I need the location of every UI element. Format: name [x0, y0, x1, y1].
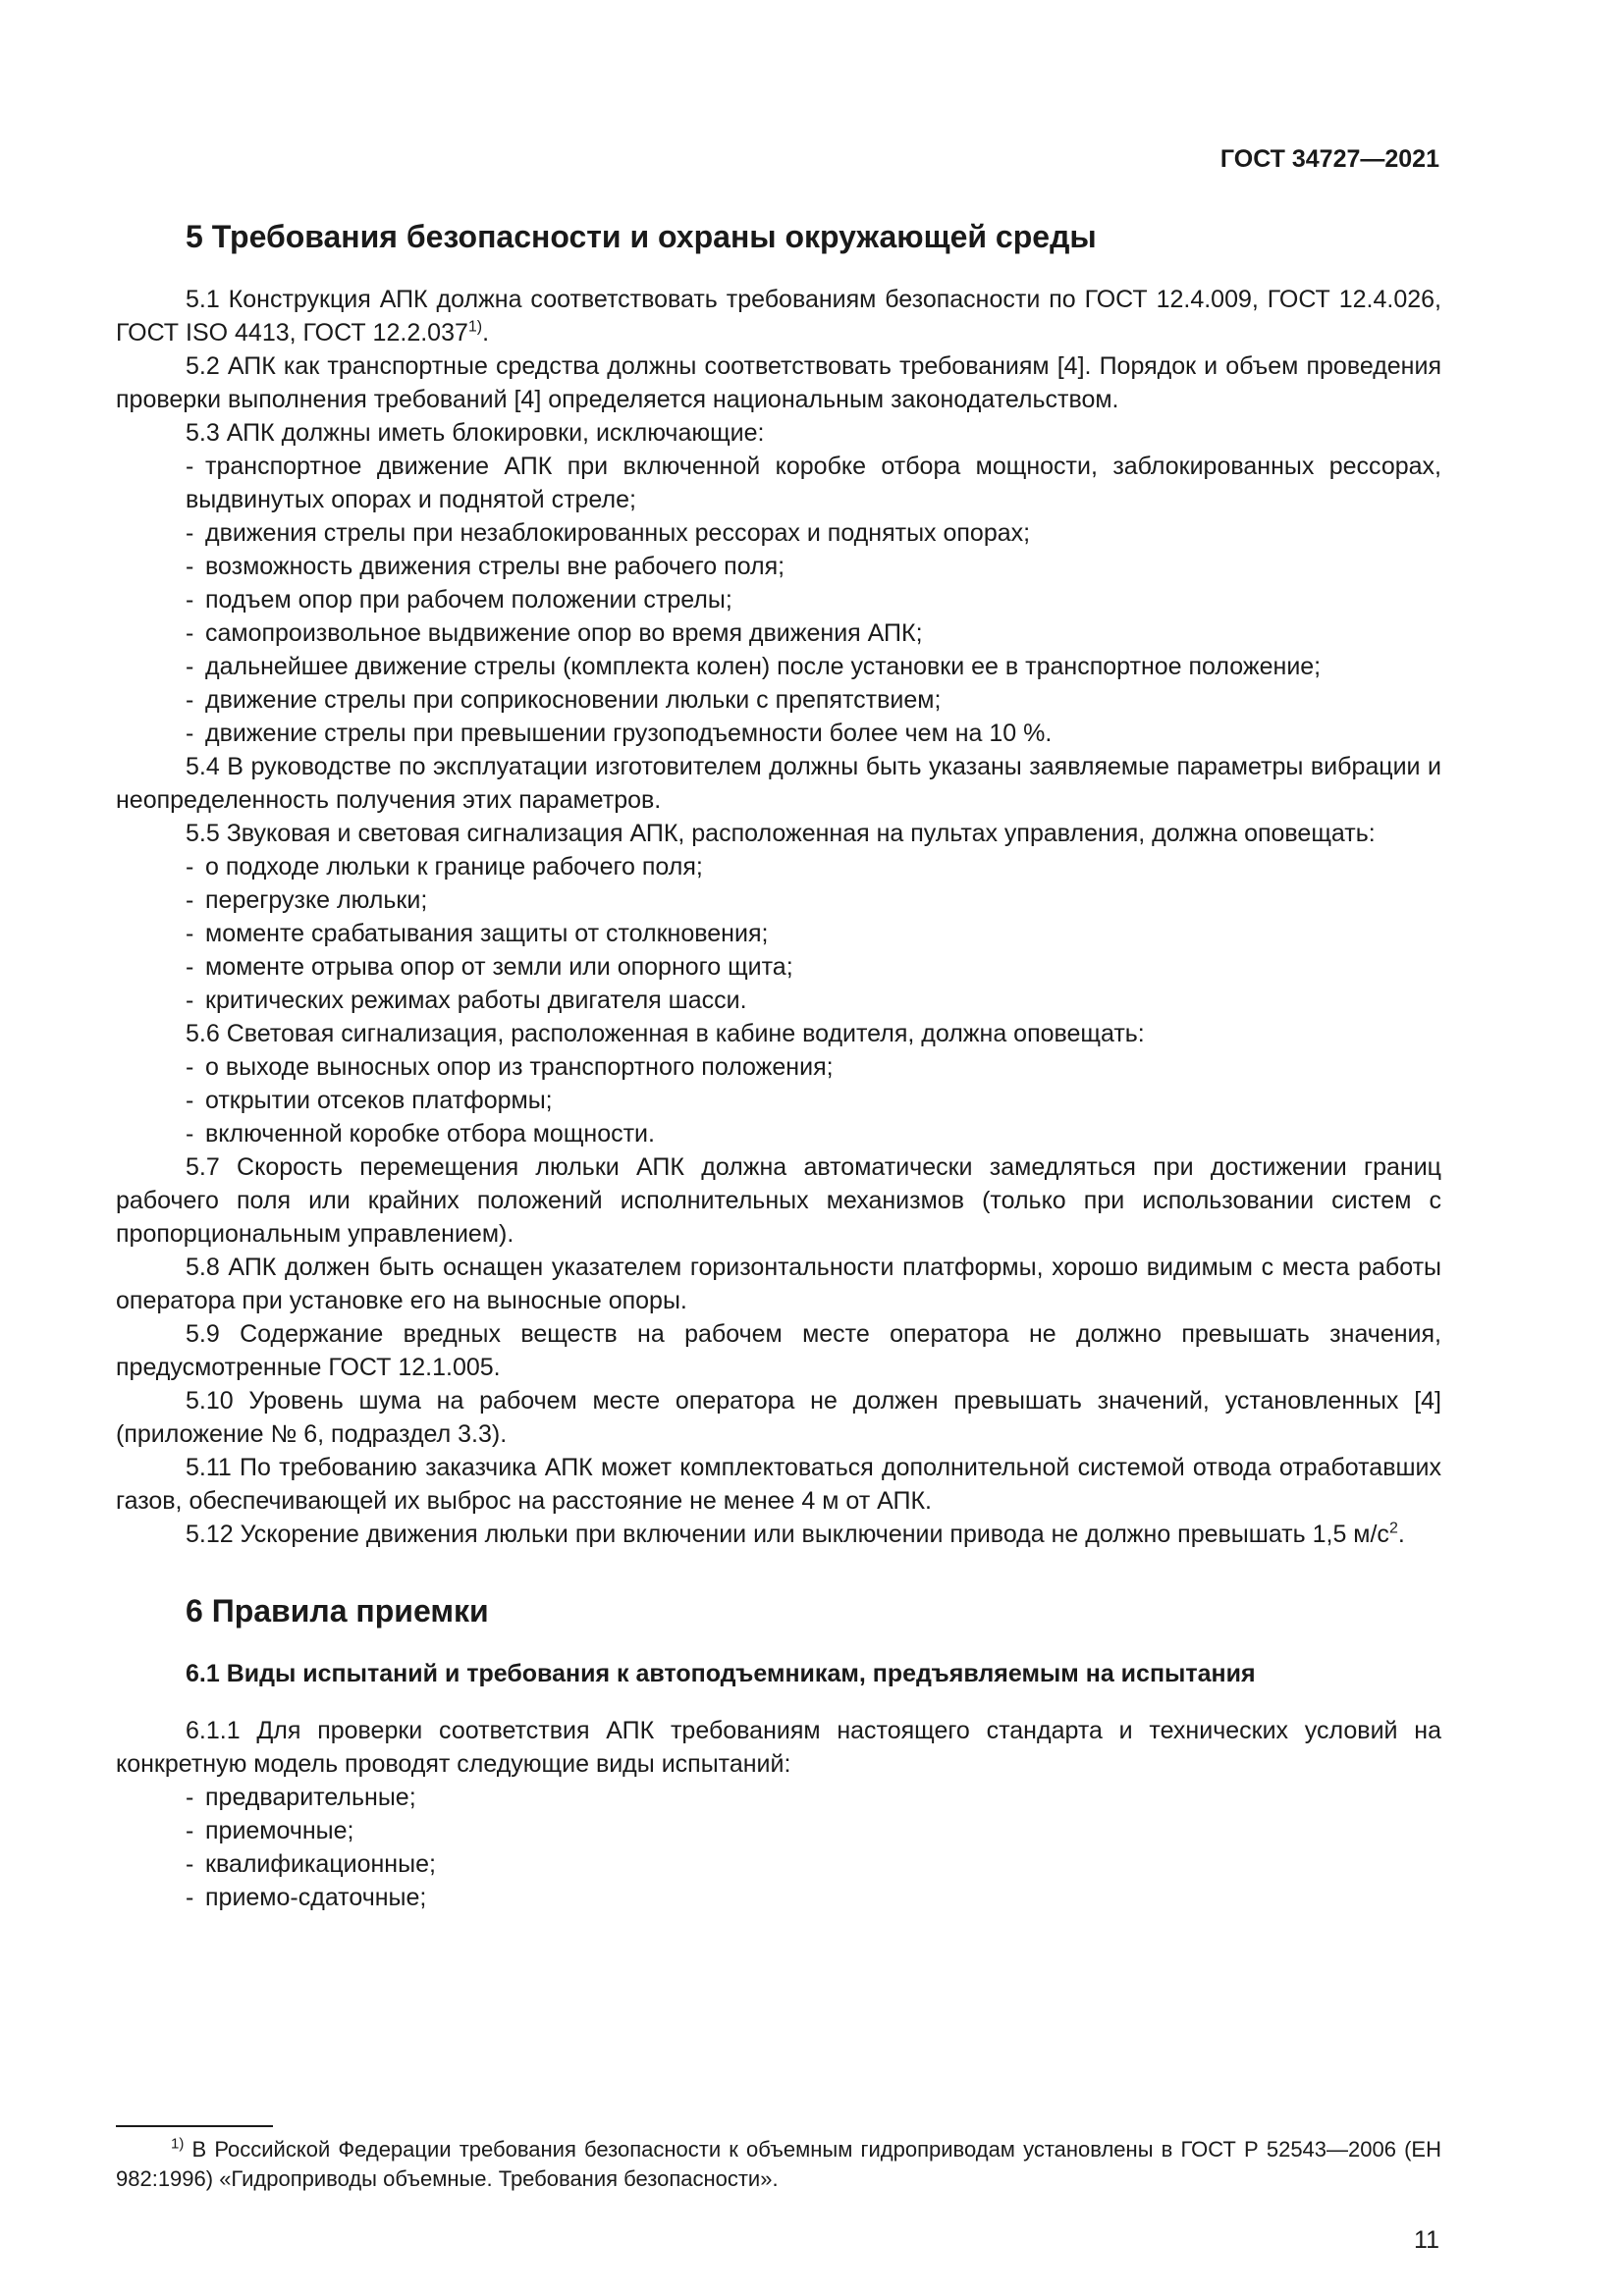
- list-item: - приемочные;: [186, 1817, 354, 1844]
- paragraph-5-6: 5.6 Световая сигнализация, расположенная в кабине водителя, должна оповещать:: [186, 1020, 1145, 1047]
- list-item: - движение стрелы при превышении грузоподъемности более чем на 10 %.: [186, 720, 1053, 747]
- paragraph-5-3: 5.3 АПК должны иметь блокировки, исключающие:: [186, 419, 765, 447]
- list-item: - подъем опор при рабочем положении стрелы;: [186, 586, 732, 614]
- paragraph-5-8: 5.8 АПК должен быть оснащен указателем горизонтальности платформы, хорошо видимым с места работы оператора при установке его на выносные опоры.: [116, 1254, 1441, 1314]
- list-item: - движения стрелы при незаблокированных рессорах и поднятых опорах;: [186, 519, 1031, 547]
- paragraph-5-11: 5.11 По требованию заказчика АПК может комплектоваться дополнительной системой отвода отработавших газов, обеспечивающей их выброс на расстояние не менее 4 м от АПК.: [116, 1454, 1441, 1515]
- paragraph-5-9: 5.9 Содержание вредных веществ на рабочем месте оператора не должно превышать значения, предусмотренные ГОСТ 12.1.005.: [116, 1320, 1441, 1381]
- paragraph-5-1: 5.1 Конструкция АПК должна соответствовать требованиям безопасности по ГОСТ 12.4.009, ГОСТ 12.4.026, ГОСТ ISO 4413, ГОСТ 12.2.037$^{1)}$.: [116, 286, 1441, 347]
- paragraph-5-12: 5.12 Ускорение движения люльки при включении или выключении привода не должно превышать 1,5 $м/с^2$.: [186, 1520, 1405, 1548]
- list-item: - включенной коробке отбора мощности.: [186, 1120, 655, 1148]
- list-6-1-1: [116, 1781, 1441, 1914]
- paragraph-5-7: 5.7 Скорость перемещения люльки АПК должна автоматически замедляться при достижении границ рабочего поля или крайних положений исполнительных механизмов (только при использовании систем с пропорциональным управлением).: [116, 1153, 1441, 1248]
- footnote-ref: 1): [467, 318, 483, 336]
- paragraph-5-2: 5.2 АПК как транспортные средства должны соответствовать требованиям [4]. Порядок и объем проведения проверки выполнения требований [4] определяется национальным законодательством.: [116, 352, 1441, 413]
- list-item: - приемо-сдаточные;: [186, 1884, 427, 1911]
- list-item: - о выходе выносных опор из транспортного положения;: [186, 1053, 834, 1081]
- list-item: - моменте срабатывания защиты от столкновения;: [186, 920, 769, 947]
- section-6-title: 6 Правила приемки: [186, 1593, 489, 1629]
- superscript: 2: [1388, 1520, 1398, 1537]
- list-item: - открытии отсеков платформы;: [186, 1087, 553, 1114]
- list-5-5: [116, 850, 1441, 1017]
- list-item: - квалификационные;: [186, 1850, 436, 1878]
- footnote-divider: [116, 2125, 273, 2127]
- list-item: - перегрузке люльки;: [186, 886, 428, 914]
- list-5-3: [116, 450, 1441, 750]
- list-item: - моменте отрыва опор от земли или опорного щита;: [186, 953, 793, 981]
- list-item: - возможность движения стрелы вне рабочего поля;: [186, 553, 785, 580]
- paragraph-6-1-1: 6.1.1 Для проверки соответствия АПК требованиям настоящего стандарта и технических условий на конкретную модель проводят следующие виды испытаний:: [116, 1717, 1441, 1778]
- footnote: $^{1)}$ В Российской Федерации требования безопасности к объемным гидроприводам установлены в ГОСТ Р 52543—2006 (ЕН 982:1996) «Гидроприводы объемные. Требования безопасности».: [116, 2135, 1441, 2191]
- page-content: [116, 214, 1441, 1914]
- document-code-header: ГОСТ 34727—2021: [1219, 145, 1439, 173]
- paragraph-5-10: 5.10 Уровень шума на рабочем месте оператора не должен превышать значений, установленных [4] (приложение № 6, подраздел 3.3).: [116, 1387, 1441, 1448]
- list-item: - предварительные;: [186, 1784, 416, 1811]
- subsection-6-1-title: 6.1 Виды испытаний и требования к автоподъемникам, предъявляемым на испытания: [186, 1660, 1256, 1687]
- page-number: 11: [1414, 2226, 1439, 2254]
- section-5-title: 5 Требования безопасности и охраны окружающей среды: [186, 219, 1097, 254]
- list-item: - дальнейшее движение стрелы (комплекта колен) после установки ее в транспортное положение;: [186, 653, 1322, 680]
- list-item: - движение стрелы при соприкосновении люльки с препятствием;: [186, 686, 942, 714]
- list-item: - критических режимах работы двигателя шасси.: [186, 987, 747, 1014]
- list-item: - транспортное движение АПК при включенной коробке отбора мощности, заблокированных рессорах, выдвинутых опорах и поднятой стреле;: [186, 453, 1441, 513]
- paragraph-5-5: 5.5 Звуковая и световая сигнализация АПК, расположенная на пультах управления, должна оповещать:: [186, 820, 1376, 847]
- list-item: - самопроизвольное выдвижение опор во время движения АПК;: [186, 619, 923, 647]
- list-5-6: [116, 1050, 1441, 1150]
- list-item: - о подходе люльки к границе рабочего поля;: [186, 853, 703, 881]
- footnote-marker: 1): [171, 2135, 185, 2153]
- paragraph-5-4: 5.4 В руководстве по эксплуатации изготовителем должны быть указаны заявляемые параметры вибрации и неопределенность получения этих параметров.: [116, 753, 1441, 814]
